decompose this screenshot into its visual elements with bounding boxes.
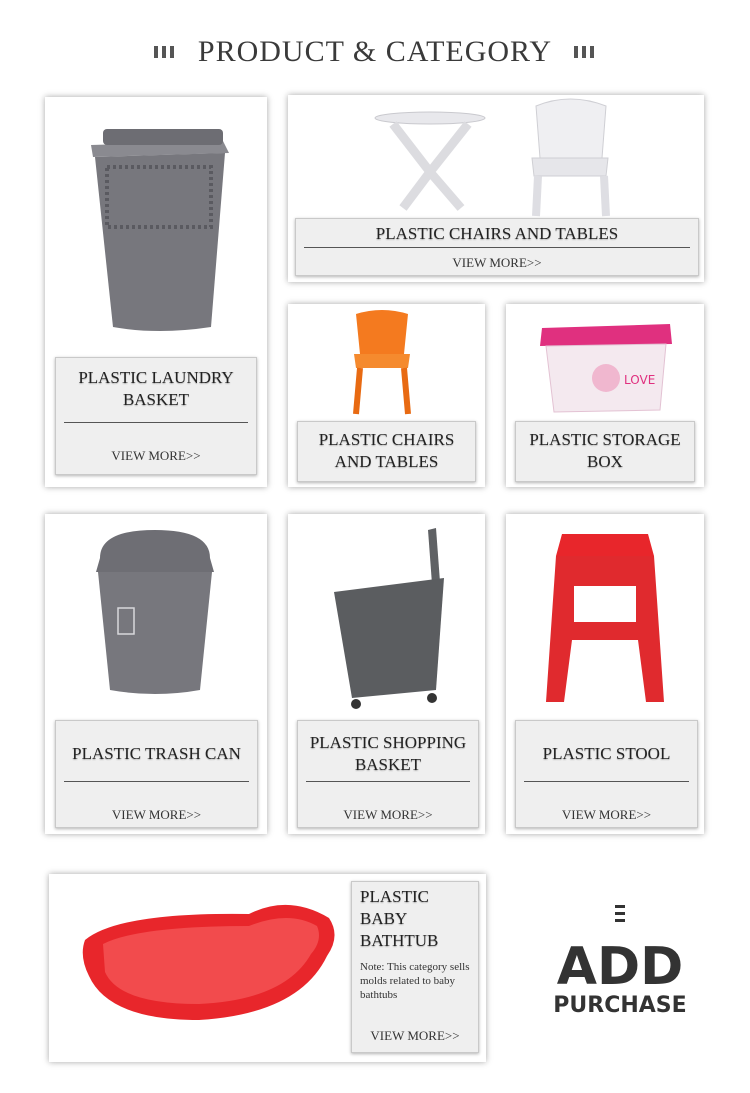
chairs-tables-label[interactable] [295,218,699,276]
divider [524,781,689,782]
menu-lines-icon [615,905,625,923]
bathtub-note: Note: This category sells molds related to baby bathtubs [360,961,470,1001]
bathtub-name: PLASTIC BABY BATHTUB [360,887,439,950]
card-storage-box[interactable] [506,304,704,487]
card-shopping-basket[interactable] [288,514,485,834]
view-more-link[interactable]: VIEW MORE>> [370,1028,460,1043]
chair-image [528,98,613,218]
trash-label[interactable] [55,720,258,828]
card-laundry-basket[interactable] [45,97,267,487]
chairs-tables-name: PLASTIC CHAIRS AND TABLES [375,224,619,243]
stool-image [542,530,668,708]
divider [306,781,470,782]
divider [64,781,249,782]
view-more-link[interactable]: VIEW MORE>> [561,807,652,822]
trash-can-image [90,528,220,698]
decor-bars-icon [154,46,176,58]
laundry-basket-image [83,127,233,337]
chairs-tables-small-label[interactable] [297,421,476,482]
shopping-basket-image [328,522,453,710]
divider [64,422,248,423]
section-header [0,28,750,76]
card-trash-can[interactable] [45,514,267,834]
view-more-link[interactable]: VIEW MORE>> [452,255,542,270]
shopping-name: PLASTIC SHOPPING BASKET [309,733,467,774]
table-image [373,110,488,215]
laundry-name: PLASTIC LAUNDRY BASKET [78,368,234,409]
view-more-link[interactable]: VIEW MORE>> [111,448,201,463]
trash-name: PLASTIC TRASH CAN [72,744,241,763]
stool-label[interactable] [515,720,698,828]
storage-label[interactable] [515,421,695,482]
chairs-tables-small-name: PLASTIC CHAIRS AND TABLES [318,430,455,471]
view-more-link[interactable]: VIEW MORE>> [111,807,202,822]
card-chairs-tables-small[interactable] [288,304,485,487]
add-text: ADD [556,937,684,997]
bathtub-label[interactable] [351,881,479,1053]
laundry-label[interactable] [55,357,257,475]
box-print-text: LOVE [624,373,656,387]
orange-chair-image [350,310,415,418]
shopping-label[interactable] [297,720,479,828]
divider [304,247,690,248]
storage-name: PLASTIC STORAGE BOX [529,430,681,471]
card-stool[interactable] [506,514,704,834]
bathtub-image [79,896,339,1026]
card-baby-bathtub[interactable] [49,874,486,1062]
storage-box-image [536,314,676,414]
page-title: PRODUCT & CATEGORY [197,35,553,68]
view-more-link[interactable]: VIEW MORE>> [343,807,433,822]
add-purchase[interactable] [545,905,695,1019]
purchase-text: PURCHASE [553,993,687,1018]
card-chairs-tables-top[interactable] [288,95,704,282]
stool-name: PLASTIC STOOL [542,744,671,763]
decor-bars-icon [574,46,596,58]
